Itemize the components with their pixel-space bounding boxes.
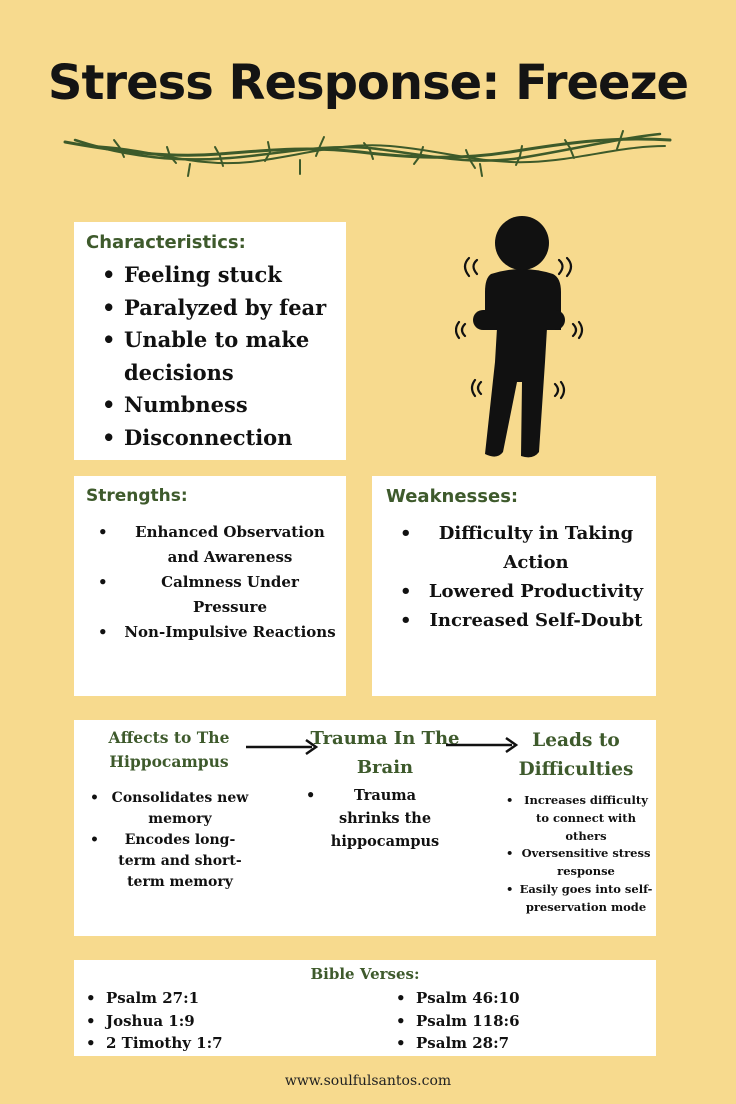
list-item: • Non-Impulsive Reactions	[86, 620, 346, 645]
list-item: • Enhanced Observation and Awareness	[86, 520, 346, 570]
difficulties-heading: Leads to Difficulties	[518, 730, 634, 780]
list-item: • Easily goes into self-preservation mode	[498, 881, 654, 917]
list-item: • Joshua 1:9	[74, 1010, 223, 1033]
verses-left-list	[74, 987, 223, 1055]
hippocampus-heading: Affects to The Hippocampus	[108, 728, 230, 771]
bible-verses-card	[74, 960, 656, 1056]
list-item: • Consolidates new memory	[84, 788, 254, 830]
list-item: • Psalm 118:6	[384, 1010, 520, 1033]
list-item: • Numbness	[86, 389, 346, 422]
list-item: • Increased Self-Doubt	[386, 606, 656, 635]
weaknesses-heading: Weaknesses:	[386, 486, 519, 507]
strengths-card	[74, 476, 346, 696]
list-item: • 2 Timothy 1:7	[74, 1032, 223, 1055]
hippocampus-list	[84, 788, 254, 893]
strengths-list	[86, 520, 346, 645]
characteristics-card	[74, 222, 346, 460]
weaknesses-list	[386, 519, 656, 635]
trauma-flow-card	[74, 720, 656, 936]
difficulties-list	[498, 792, 654, 917]
list-item: • Psalm 28:7	[384, 1032, 520, 1055]
strengths-heading: Strengths:	[86, 486, 188, 506]
trauma-column	[300, 724, 470, 853]
list-item: • Psalm 27:1	[74, 987, 223, 1010]
list-item: • Increases difficulty to connect with others	[498, 792, 654, 845]
list-item: • Unable to make decisions	[86, 324, 346, 389]
list-item: • Lowered Productivity	[386, 577, 656, 606]
list-item: • Disconnection	[86, 422, 346, 455]
list-item: • Difficulty in Taking Action	[386, 519, 656, 577]
frozen-person-figure-icon	[455, 212, 585, 462]
list-item: • Trauma shrinks the hippocampus	[300, 784, 470, 853]
weaknesses-card	[372, 476, 656, 696]
list-item: • Feeling stuck	[86, 259, 346, 292]
list-item: • Oversensitive stress response	[498, 845, 654, 881]
characteristics-heading: Characteristics:	[86, 232, 246, 253]
verses-heading: Bible Verses:	[310, 965, 420, 983]
list-item: • Calmness Under Pressure	[86, 570, 346, 620]
thorn-vine-divider-icon	[60, 128, 676, 188]
verses-right-list	[384, 987, 520, 1055]
page-title: Stress Response: Freeze	[47, 55, 689, 111]
list-item: • Psalm 46:10	[384, 987, 520, 1010]
difficulties-column	[498, 726, 654, 917]
list-item: • Paralyzed by fear	[86, 292, 346, 325]
website-url: www.soulfulsantos.com	[284, 1073, 452, 1089]
trauma-heading: Trauma In The Brain	[310, 728, 460, 778]
hippocampus-column	[84, 726, 254, 893]
characteristics-list	[86, 259, 346, 454]
trauma-list	[300, 784, 470, 853]
list-item: • Encodes long-term and short-term memory	[84, 830, 254, 893]
